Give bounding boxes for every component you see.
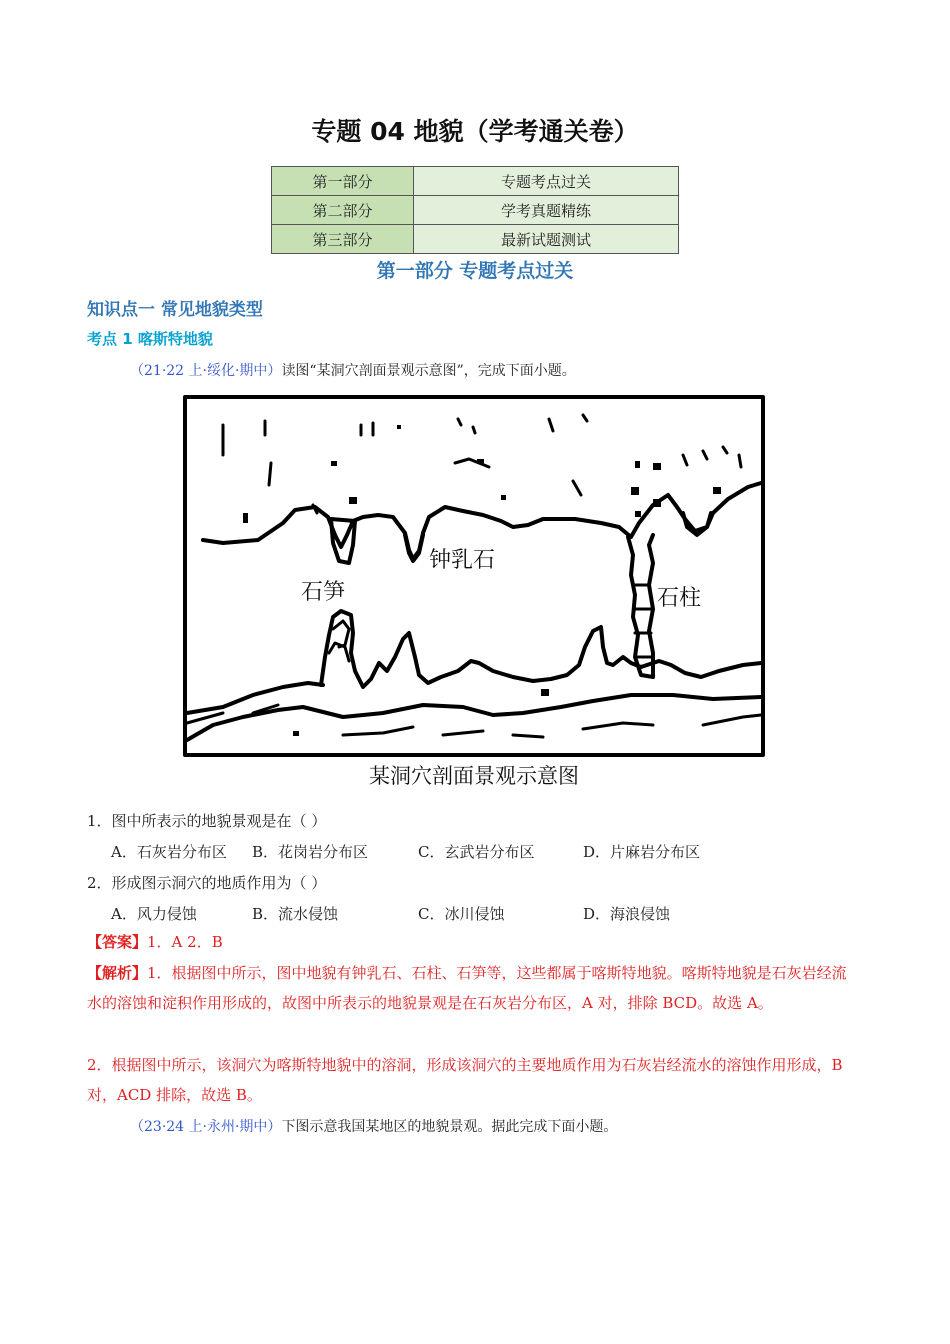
q2-option-a: A．风力侵蚀 [111, 905, 197, 923]
question-source-line-2 [130, 1116, 617, 1136]
analysis-paragraph-1 [87, 958, 857, 1018]
q1-option-d: D．片麻岩分布区 [583, 843, 701, 861]
contents-name: 最新试题测试 [414, 225, 679, 254]
q2-option-b: B．流水侵蚀 [252, 905, 339, 923]
source-text: 下图示意我国某地区的地貌景观。据此完成下面小题。 [281, 1119, 618, 1135]
question-source-line [130, 360, 576, 380]
contents-row [272, 196, 679, 225]
stalactite-mid [405, 535, 423, 561]
source-tag: （21·22 上·绥化·期中） [130, 363, 282, 379]
question-1-stem: 1．图中所表示的地貌景观是在（ ） [87, 812, 327, 830]
stalagmite [321, 611, 761, 687]
contents-table [271, 166, 679, 254]
source-tag: （23·24 上·永州·期中） [130, 1119, 282, 1135]
knowledge-point-heading: 知识点一 常见地貌类型 [87, 300, 263, 320]
diagram-frame [185, 397, 763, 755]
analysis-paragraph-2: 2．根据图中所示，该洞穴为喀斯特地貌中的溶洞，形成该洞穴的主要地质作用为石灰岩经流水的溶蚀作用形成，B 对，ACD 排除，故选 B。 [87, 1056, 843, 1104]
q2-option-d: D．海浪侵蚀 [583, 905, 671, 923]
contents-name: 学考真题精练 [414, 196, 679, 225]
contents-row [272, 167, 679, 196]
contents-part: 第一部分 [272, 167, 414, 196]
answer-line [87, 927, 857, 957]
contents-name: 专题考点过关 [414, 167, 679, 196]
analysis-text-1: 1．根据图中所示，图中地貌有钟乳石、石柱、石笋等，这些都属于喀斯特地貌。喀斯特地貌是石灰岩经流水的溶蚀和淀积作用形成的，故图中所表示的地貌景观是在石灰岩分布区，A 对，排除 BCD。故选 A。 [87, 964, 847, 1012]
label-stalagmite: 石笋 [301, 580, 346, 605]
q1-option-b: B．花岗岩分布区 [252, 843, 369, 861]
label-stalactite: 钟乳石 [429, 548, 496, 573]
contents-part: 第二部分 [272, 196, 414, 225]
label-pillar: 石柱 [657, 586, 702, 611]
source-text: 读图“某洞穴剖面景观示意图”，完成下面小题。 [281, 363, 576, 379]
exam-point-heading: 考点 1 喀斯特地貌 [87, 330, 213, 348]
contents-row [272, 225, 679, 254]
q1-option-a: A．石灰岩分布区 [111, 843, 227, 861]
answer-text: 1．A 2．B [147, 933, 223, 951]
figure-caption: 某洞穴剖面景观示意图 [369, 764, 579, 788]
cave-diagram [183, 395, 765, 757]
contents-part: 第三部分 [272, 225, 414, 254]
q1-option-c: C．玄武岩分布区 [418, 843, 535, 861]
question-2-stem: 2．形成图示洞穴的地质作用为（ ） [87, 874, 327, 892]
analysis-label: 【解析】 [87, 964, 148, 982]
answer-label: 【答案】 [87, 933, 148, 951]
q2-option-c: C．冰川侵蚀 [418, 905, 505, 923]
document-title: 专题 04 地貌（学考通关卷） [311, 117, 639, 146]
part-heading: 第一部分 专题考点过关 [376, 260, 574, 282]
